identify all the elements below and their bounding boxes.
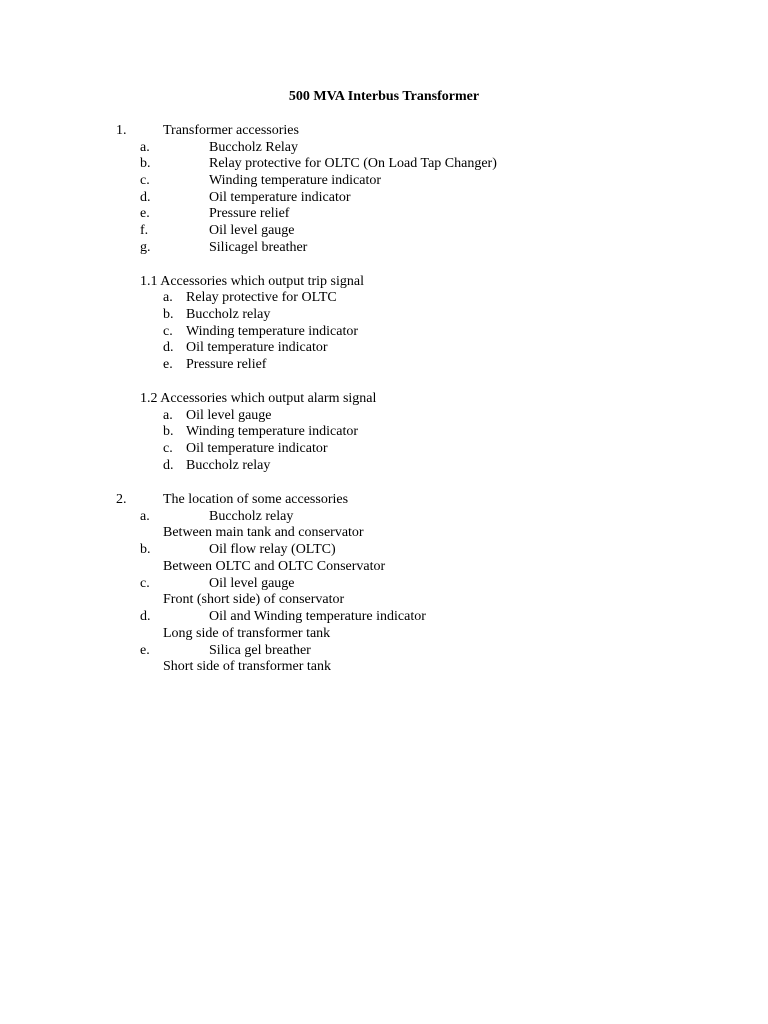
list-item: Winding temperature indicator: [186, 324, 359, 339]
list-item: Oil temperature indicator: [209, 190, 351, 205]
list-item: Winding temperature indicator: [186, 424, 359, 439]
document-title: 500 MVA Interbus Transformer: [288, 89, 480, 104]
list-item: Relay protective for OLTC (On Load Tap Changer): [209, 156, 497, 171]
location-text: Between main tank and conservator: [163, 525, 364, 540]
list-item: Buccholz Relay: [209, 140, 299, 155]
list-item-letter: b.: [140, 542, 151, 557]
section-number: 2.: [116, 492, 127, 507]
list-item-letter: a.: [163, 408, 173, 423]
location-text: Front (short side) of conservator: [163, 592, 345, 607]
list-item-letter: e.: [140, 643, 150, 658]
list-item: Oil flow relay (OLTC): [209, 542, 336, 557]
list-item: Buccholz relay: [209, 509, 294, 524]
location-text: Between OLTC and OLTC Conservator: [163, 559, 386, 574]
list-item: Oil temperature indicator: [186, 340, 328, 355]
list-item-letter: d.: [163, 340, 174, 355]
location-text: Short side of transformer tank: [163, 659, 331, 674]
list-item-letter: e.: [163, 357, 173, 372]
list-item: Silicagel breather: [209, 240, 308, 255]
list-item-letter: d.: [140, 609, 151, 624]
list-item: Oil level gauge: [186, 408, 272, 423]
list-item: Oil level gauge: [209, 576, 295, 591]
section-heading: The location of some accessories: [163, 492, 349, 507]
list-item-letter: c.: [163, 324, 173, 339]
list-item-letter: a.: [140, 140, 150, 155]
list-item: Buccholz relay: [186, 307, 271, 322]
section-heading: Transformer accessories: [163, 123, 299, 138]
list-item-letter: b.: [163, 424, 174, 439]
list-item-letter: a.: [163, 290, 173, 305]
location-text: Long side of transformer tank: [163, 626, 331, 641]
list-item-letter: b.: [163, 307, 174, 322]
section-number: 1.: [116, 123, 127, 138]
list-item: Buccholz relay: [186, 458, 271, 473]
list-item: Oil and Winding temperature indicator: [209, 609, 426, 624]
list-item-letter: c.: [140, 173, 150, 188]
list-item: Pressure relief: [209, 206, 290, 221]
list-item-letter: e.: [140, 206, 150, 221]
list-item-letter: d.: [163, 458, 174, 473]
list-item-letter: c.: [140, 576, 150, 591]
list-item-letter: a.: [140, 509, 150, 524]
list-item: Silica gel breather: [209, 643, 311, 658]
list-item: Oil temperature indicator: [186, 441, 328, 456]
list-item-letter: g.: [140, 240, 151, 255]
list-item: Relay protective for OLTC: [186, 290, 337, 305]
list-item: Winding temperature indicator: [209, 173, 382, 188]
subsection-heading: 1.2 Accessories which output alarm signal: [140, 391, 377, 406]
list-item-letter: c.: [163, 441, 173, 456]
list-item-letter: d.: [140, 190, 151, 205]
list-item-letter: f.: [140, 223, 149, 238]
subsection-heading: 1.1 Accessories which output trip signal: [140, 274, 364, 289]
list-item-letter: b.: [140, 156, 151, 171]
list-item: Pressure relief: [186, 357, 267, 372]
list-item: Oil level gauge: [209, 223, 295, 238]
